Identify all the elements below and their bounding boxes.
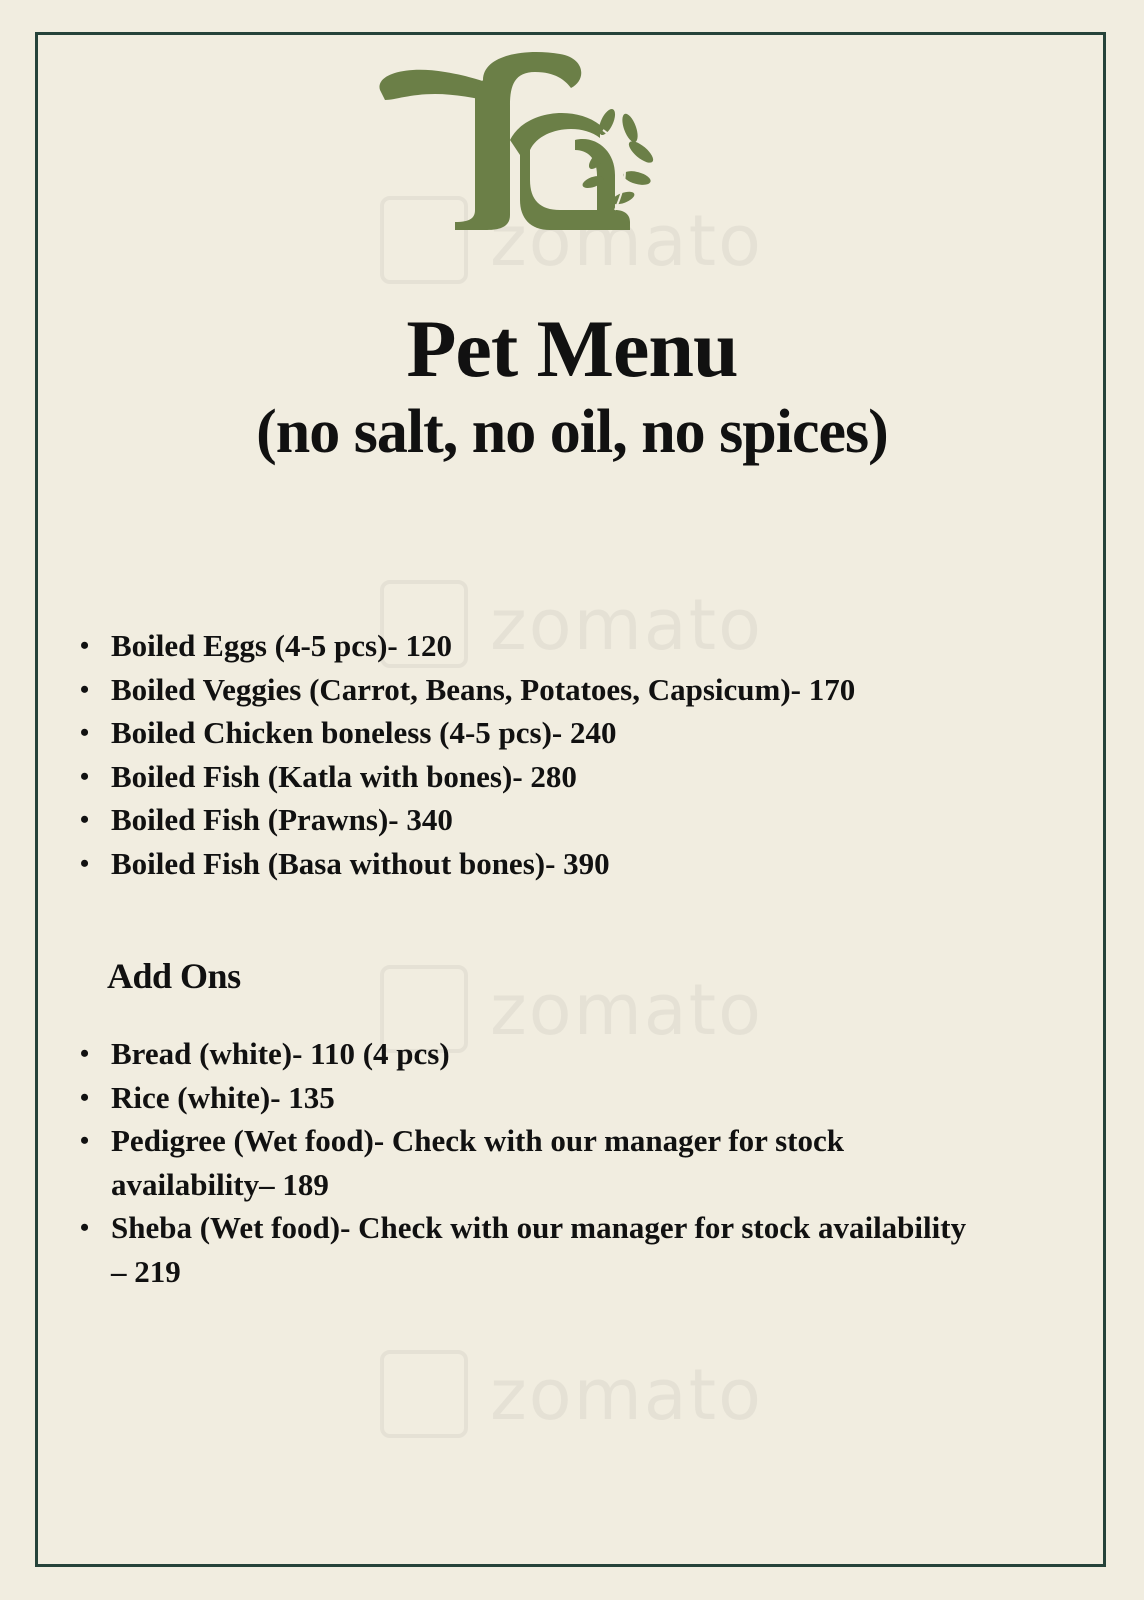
- watermark-text: zomato: [490, 200, 763, 282]
- page-title: Pet Menu: [406, 303, 738, 394]
- addons-list: [0, 1032, 971, 1293]
- bullet-icon: •: [80, 718, 90, 747]
- list-item: [0, 1076, 971, 1120]
- addon-item-text: Sheba (Wet food)- Check with our manager for stock availability – 219: [111, 1210, 967, 1289]
- main-menu-list: [0, 624, 971, 885]
- bullet-icon: •: [80, 805, 90, 834]
- leaf-monogram-logo-icon: [375, 50, 665, 250]
- menu-item-text: Boiled Fish (Katla with bones)- 280: [111, 758, 577, 794]
- list-item: [0, 1032, 971, 1076]
- list-item: [0, 624, 971, 668]
- bullet-icon: •: [80, 1082, 90, 1112]
- bullet-icon: •: [80, 761, 90, 791]
- watermark-text: zomato: [490, 969, 763, 1051]
- list-item: [0, 711, 971, 755]
- bullet-icon: •: [80, 1213, 90, 1242]
- page-subtitle: (no salt, no oil, no spices): [256, 398, 888, 466]
- menu-item-text: Boiled Chicken boneless (4-5 pcs)- 240: [111, 715, 617, 750]
- list-item: [0, 798, 971, 842]
- addons-heading: Add Ons: [107, 956, 241, 996]
- addon-item-text: Pedigree (Wet food)- Check with our manager for stock availability– 189: [111, 1123, 844, 1202]
- menu-item-text: Boiled Fish (Basa without bones)- 390: [111, 845, 610, 881]
- watermark-text: zomato: [490, 584, 763, 666]
- menu-item-text: Boiled Eggs (4-5 pcs)- 120: [111, 628, 452, 663]
- addon-item-text: Bread (white)- 110 (4 pcs): [111, 1036, 450, 1071]
- bullet-icon: •: [80, 1039, 90, 1068]
- list-item: [0, 1119, 971, 1206]
- menu-item-text: Boiled Veggies (Carrot, Beans, Potatoes, Capsicum)- 170: [111, 671, 856, 707]
- bullet-icon: •: [80, 674, 90, 704]
- addon-item-text: Rice (white)- 135: [111, 1079, 335, 1115]
- bullet-icon: •: [80, 848, 90, 878]
- watermark-text: zomato: [490, 1354, 763, 1436]
- bullet-icon: •: [80, 631, 90, 660]
- list-item: [0, 1206, 971, 1293]
- menu-item-text: Boiled Fish (Prawns)- 340: [111, 802, 453, 837]
- list-item: [0, 668, 971, 712]
- list-item: [0, 755, 971, 799]
- list-item: [0, 842, 971, 886]
- bullet-icon: •: [80, 1126, 90, 1155]
